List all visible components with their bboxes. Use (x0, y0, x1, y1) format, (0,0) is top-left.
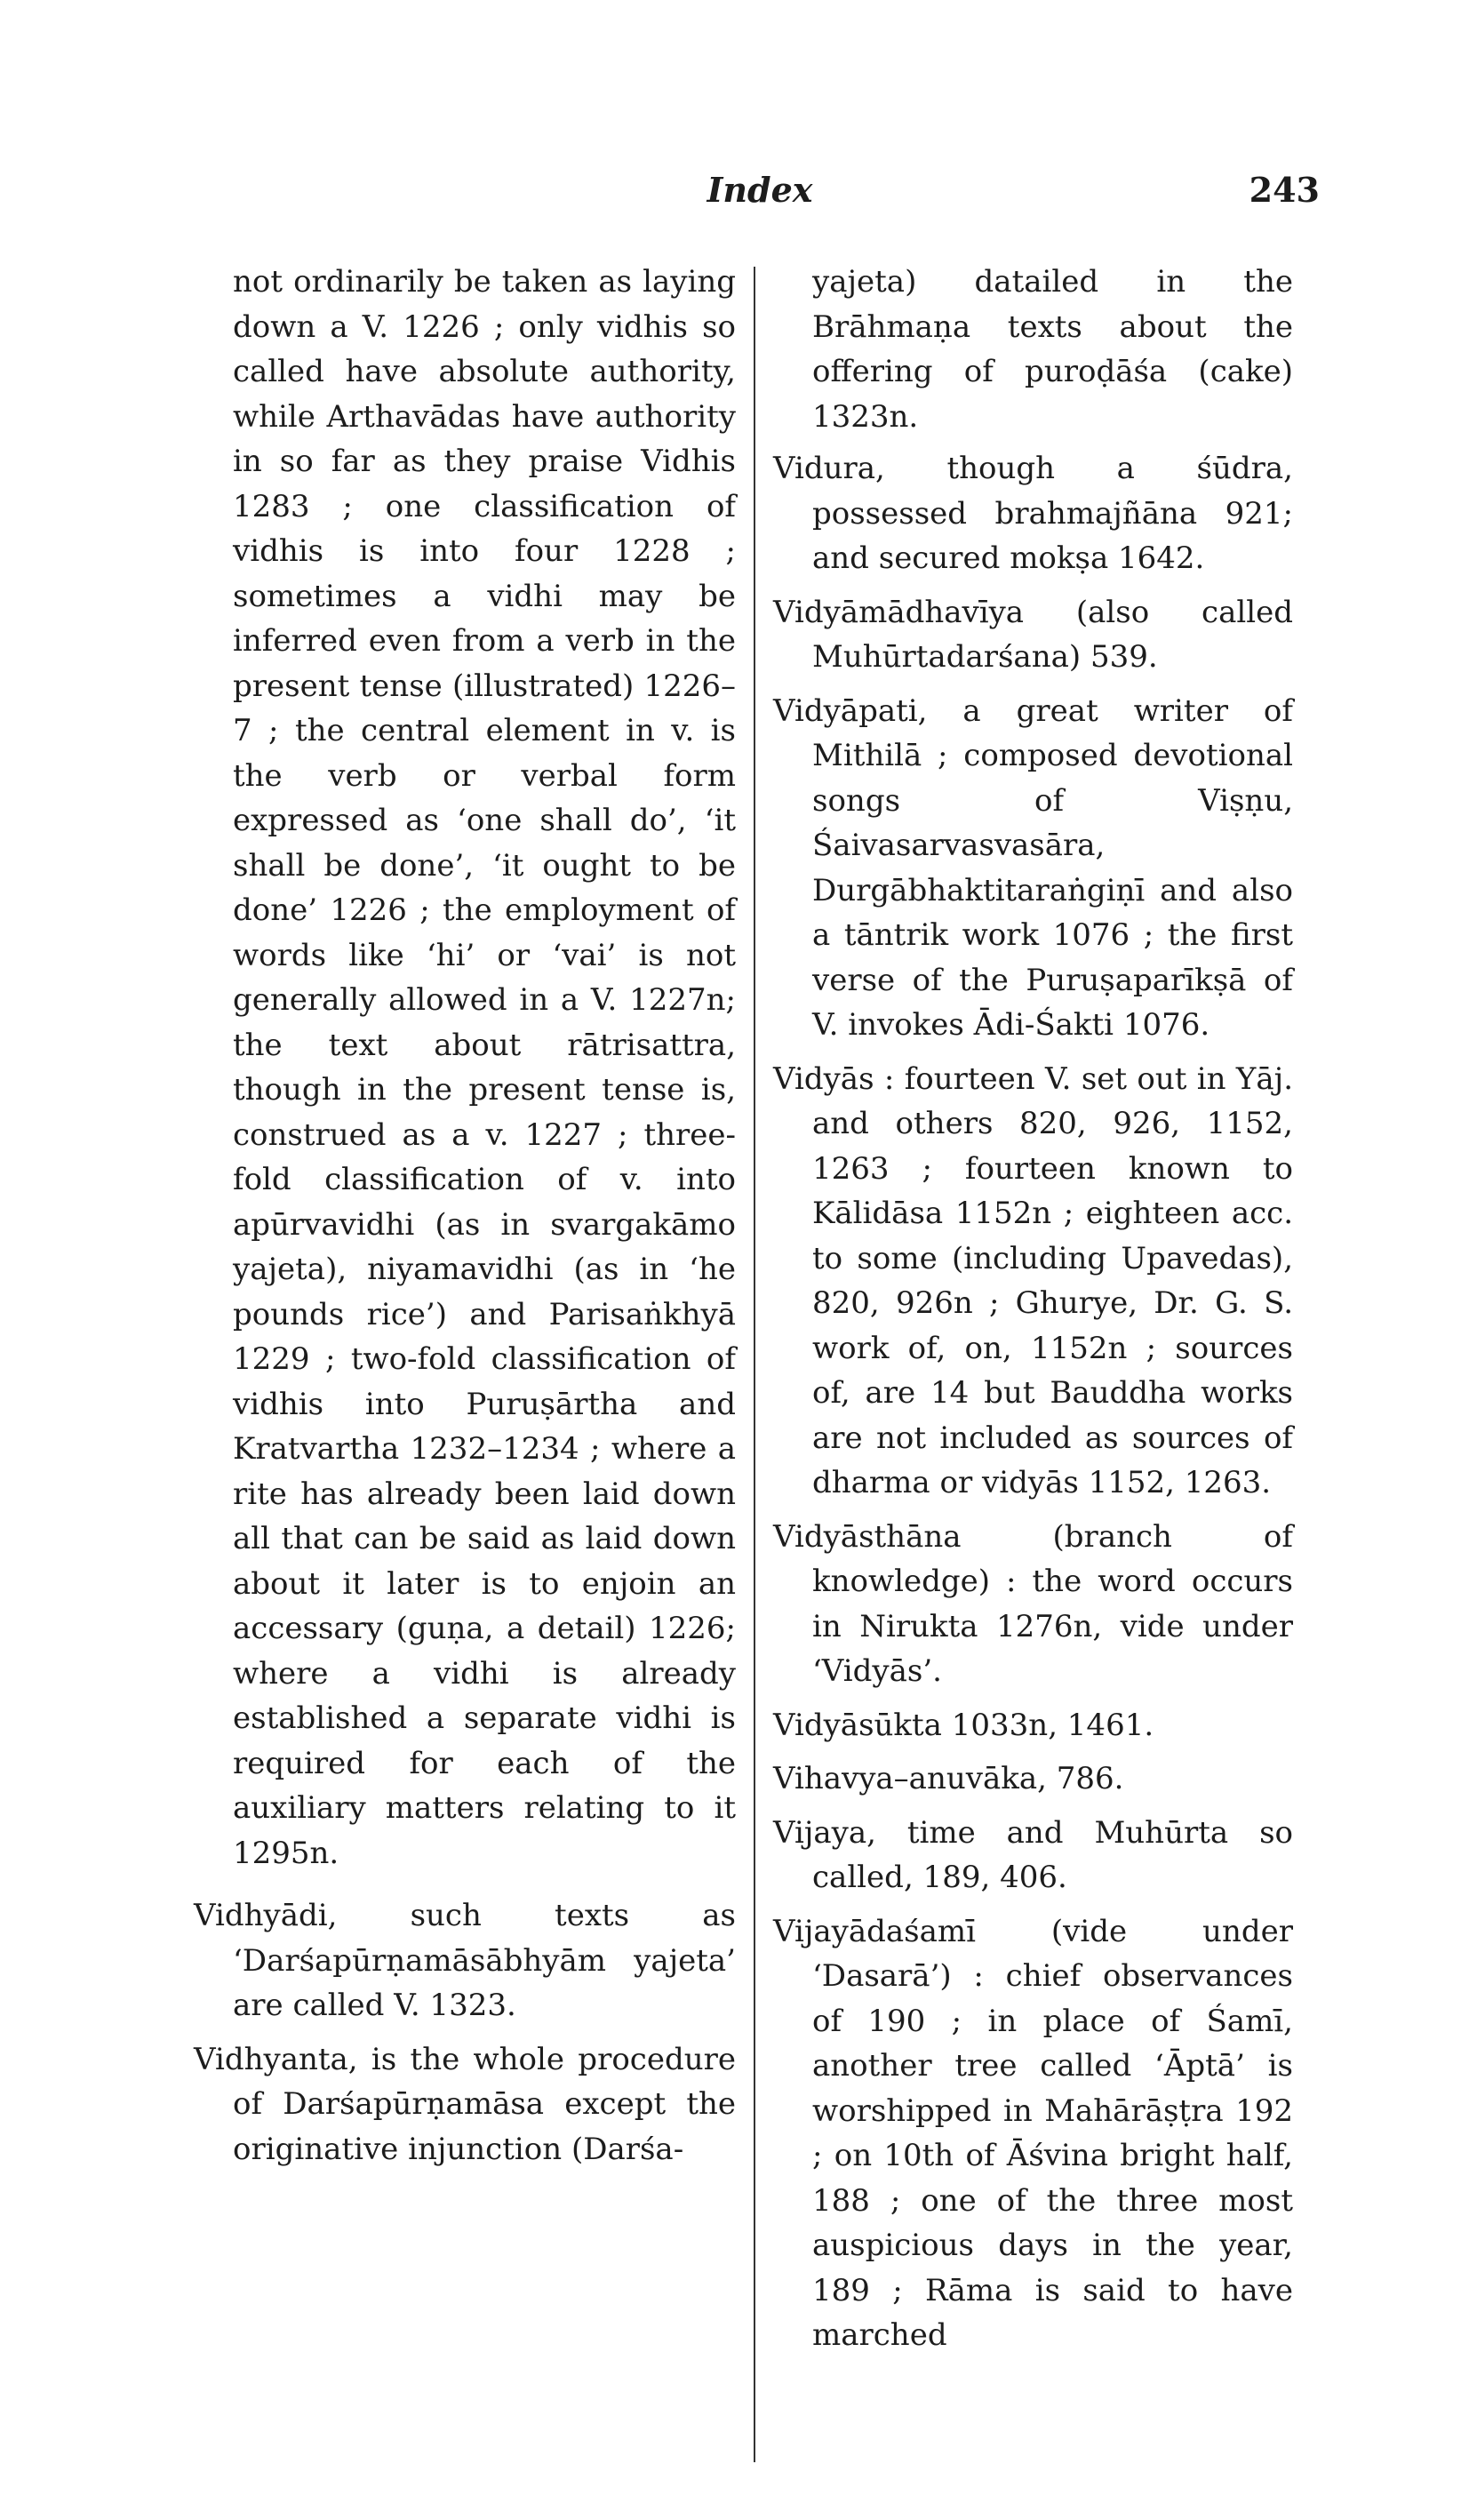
index-entry-vihavya-anuvaka: Vihavya–anuvāka, 786. (773, 1761, 1124, 1796)
index-entry-vidyasthana: Vidyāsthāna (branch of knowledge) : the word occurs in Nirukta 1276n, vide under ‘Vidyās’. (773, 1518, 1293, 1689)
index-entry-vidyapati: Vidyāpati, a great writer of Mithilā ; composed devotional songs of Viṣṇu, Śaivasarvasvasāra, Durgābhaktitaraṅgiṇī and also a tāntrik work 1076 ; the first verse of the Puruṣaparīkṣā of V. invokes Ādi-Śakti 1076. (773, 692, 1293, 1043)
right-column (773, 260, 1293, 2367)
column-divider (754, 267, 755, 2462)
index-entry-vidyamadhaviya: Vidyāmādhavīya (also called Muhūrtadarśana) 539. (773, 594, 1293, 675)
index-entry-vidhyadi: Vidhyādi, such texts as ‘Darśapūrṇamāsābhyām yajeta’ are called V. 1323. (194, 1898, 736, 2023)
index-entry-vidura: Vidura, though a śūdra, possessed brahmajñāna 921; and secured mokṣa 1642. (773, 451, 1293, 576)
page-number: 243 (1249, 170, 1320, 210)
index-entry-vidyas: Vidyās : fourteen V. set out in Yāj. and others 820, 926, 1152, 1263 ; fourteen known to Kālidāsa 1152n ; eighteen acc. to some (including Upavedas), 820, 926n ; Ghurye, Dr. G. S. work of, on, 1152n ; sources of, are 14 but Bauddha works are not included as sources of dharma or vidyās 1152, 1263. (773, 1060, 1293, 1500)
index-entry-vidyasukta: Vidyāsūkta 1033n, 1461. (773, 1707, 1154, 1743)
entry-continuation: not ordinarily be taken as laying down a V. 1226 ; only vidhis so called have absolute authority, while Arthavādas have authority in so far as they praise Vidhis 1283 ; one classification of vidhis is into four 1228 ; sometimes a vidhi may be inferred even from a verb in the present tense (illustrated) 1226–7 ; the central element in v. is the verb or verbal form expressed as ‘one shall do’, ‘it shall be done’, ‘it ought to be done’ 1226 ; the employment of words like ‘hi’ or ‘vai’ is not generally allowed in a V. 1227n; the text about rātrisattra, though in the present tense is, construed as a v. 1227 ; three-fold classification of v. into apūrvavidhi (as in svargakāmo yajeta), niyamavidhi (as in ‘he pounds rice’) and Parisaṅkhyā 1229 ; two-fold classification of vidhis into Puruṣārtha and Kratvartha 1232–1234 ; where a rite has already been laid down all that can be said as laid down about it later is to enjoin an accessary (guṇa, a detail) 1226; where a vidhi is already established a separate vidhi is required for each of the auxiliary matters relating to it 1295n. (233, 264, 736, 1871)
page-title: Index (707, 170, 813, 210)
index-entry-vijaya: Vijaya, time and Muhūrta so called, 189, 406. (773, 1814, 1293, 1895)
left-column (194, 260, 736, 2180)
entry-continuation: yajeta) datailed in the Brāhmaṇa texts about the offering of puroḍāśa (cake) 1323n. (812, 264, 1293, 435)
index-entry-vidhyanta: Vidhyanta, is the whole procedure of Darśapūrṇamāsa except the originative injunction (Darśa- (194, 2041, 736, 2167)
index-entry-vijayadasami: Vijayādaśamī (vide under ‘Dasarā’) : chief observances of 190 ; in place of Śamī, another tree called ‘Āptā’ is worshipped in Mahārāṣṭra 192 ; on 10th of Āśvina bright half, 188 ; one of the three most auspicious days in the year, 189 ; Rāma is said to have marched (773, 1913, 1293, 2353)
